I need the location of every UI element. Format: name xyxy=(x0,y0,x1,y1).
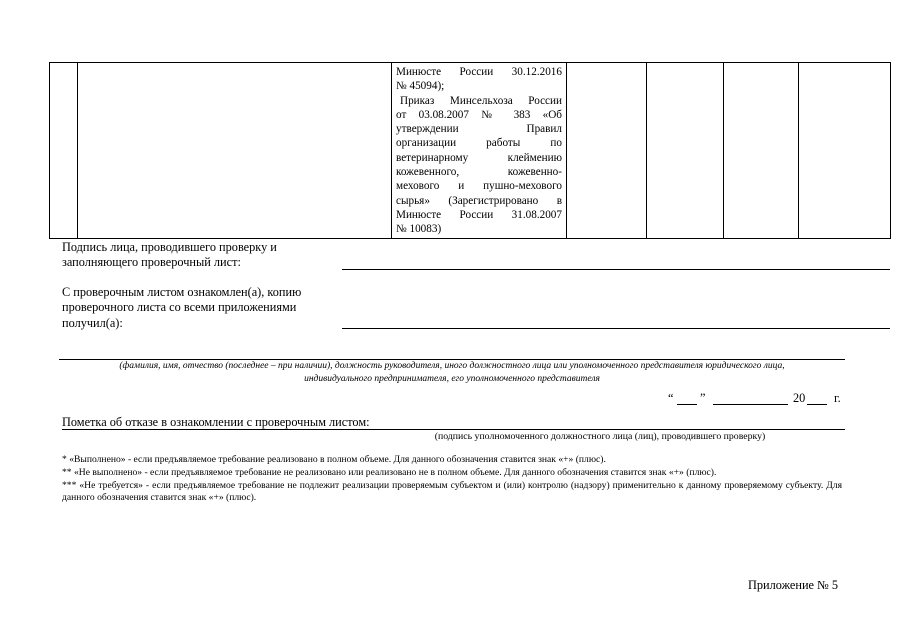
refusal-label: Пометка об отказе в ознакомлении с проверочным листом: xyxy=(62,415,370,429)
not-required-cell[interactable] xyxy=(724,63,799,239)
requisites-line: от 03.08.2007 № 383 «Об xyxy=(396,108,562,121)
requisites-line: № 10083) xyxy=(396,223,442,236)
acquainted-label-line: С проверочным листом ознакомлен(а), копию xyxy=(62,285,302,299)
inspector-signature-label xyxy=(62,240,277,271)
date-year-blank[interactable] xyxy=(807,404,827,405)
inspector-label-line: Подпись лица, проводившего проверку и xyxy=(62,240,277,254)
requisites-line: кожевенного, кожевенно- xyxy=(396,166,562,179)
requisites-cell xyxy=(392,63,567,239)
row-number-cell xyxy=(50,63,78,239)
requisites-line: Минюсте России 31.08.2007 xyxy=(396,208,562,221)
footnote: *** «Не требуется» - если предъявляемое требование не подлежит реализации проверяемым субъектом и (или) контролю (надзору) применительно к данному проверяемому субъекту. Для данного обозначения ставится знак «+» (плюс). xyxy=(62,479,842,504)
date-month-blank[interactable] xyxy=(713,404,788,405)
date-suffix: г. xyxy=(834,391,841,405)
footnotes xyxy=(62,454,842,505)
caption-line: (фамилия, имя, отчество (последнее – при наличии), должность руководителя, иного должностного лица или уполномоченного представителя юридического лица, xyxy=(119,361,785,371)
inspector-signature-line[interactable] xyxy=(342,269,890,270)
done-cell[interactable] xyxy=(567,63,647,239)
requisites-line: № 45094); xyxy=(396,80,445,93)
date-year-prefix: 20 xyxy=(793,391,806,405)
requisites-line: организации работы по xyxy=(396,137,562,150)
date-open-quote: “ xyxy=(668,391,674,405)
requirement-cell xyxy=(78,63,392,239)
checklist-table xyxy=(49,62,891,239)
date-field xyxy=(668,391,848,407)
requisites-line: утверждении Правил xyxy=(396,123,562,136)
table-row xyxy=(50,63,891,239)
footnote: ** «Не выполнено» - если предъявляемое требование не реализовано или реализовано не в полном объеме. Для данного обозначения ставится знак «+» (плюс). xyxy=(62,466,717,478)
requisites-text xyxy=(392,63,566,237)
footnote: * «Выполнено» - если предъявляемое требование реализовано в полном объеме. Для данного обозначения ставится знак «+» (плюс). xyxy=(62,454,606,465)
not-done-cell[interactable] xyxy=(647,63,724,239)
acquainted-label-line: получил(а): xyxy=(62,315,123,330)
requisites-line: ветеринарному клеймению xyxy=(396,151,562,164)
requisites-line: мехового и пушно-мехового xyxy=(396,180,562,193)
inspector-label-line: заполняющего проверочный лист: xyxy=(62,255,241,270)
acquainted-label-line: проверочного листа со всеми приложениями xyxy=(62,300,297,315)
acquainted-signature-line[interactable] xyxy=(342,328,890,329)
caption-line: индивидуального предпринимателя, его уполномоченного представителя xyxy=(304,374,600,384)
requisites-line: Приказ Минсельхоза России xyxy=(400,94,562,107)
date-day-blank[interactable] xyxy=(677,404,697,405)
requisites-line: Минюсте России 30.12.2016 xyxy=(396,66,562,78)
comment-cell[interactable] xyxy=(799,63,891,239)
refusal-caption: (подпись уполномоченного должностного лица (лиц), проводившего проверку) xyxy=(434,431,766,442)
date-close-quote: ” xyxy=(700,391,706,405)
acquainted-label xyxy=(62,285,301,331)
appendix-label: Приложение № 5 xyxy=(748,578,839,592)
full-name-caption xyxy=(59,360,845,386)
requisites-line: сырья» (Зарегистрировано в xyxy=(396,194,562,207)
